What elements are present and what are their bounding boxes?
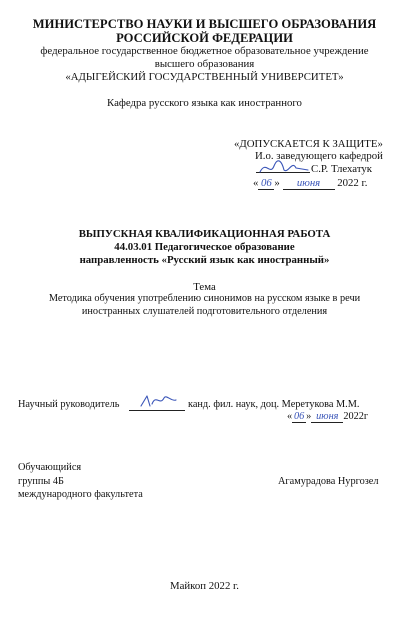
approval-date bbox=[253, 177, 367, 190]
university-name: «АДЫГЕЙСКИЙ ГОСУДАРСТВЕННЫЙ УНИВЕРСИТЕТ» bbox=[65, 71, 344, 83]
approval-day-open: « bbox=[253, 177, 259, 189]
approval-month: июня bbox=[283, 177, 335, 190]
approval-stamp: «ДОПУСКАЕТСЯ К ЗАЩИТЕ» bbox=[234, 138, 383, 150]
approval-name: С.Р. Тлехатук bbox=[311, 163, 373, 175]
topic-line-2: иностранных слушателей подготовительного отделения bbox=[81, 306, 328, 317]
supervisor-credentials: канд. фил. наук, доц. Меретукова М.М. bbox=[188, 399, 360, 410]
department-name: Кафедра русского языка как иностранного bbox=[107, 97, 302, 109]
institution-type-line-1: федеральное государственное бюджетное образовательное учреждение bbox=[40, 45, 369, 57]
institution-type-line-2: высшего образования bbox=[154, 58, 255, 70]
approval-year: 2022 г. bbox=[337, 177, 368, 189]
program-profile: направленность «Русский язык как иностранный» bbox=[79, 254, 330, 266]
supervisor-day-close: » bbox=[306, 411, 312, 422]
ministry-line-2: РОССИЙСКОЙ ФЕДЕРАЦИИ bbox=[116, 31, 293, 45]
student-faculty: международного факультета bbox=[18, 489, 143, 500]
approval-position: И.о. заведующего кафедрой bbox=[255, 150, 383, 162]
student-label: Обучающийся bbox=[18, 462, 82, 473]
student-group: группы 4Б bbox=[18, 476, 64, 487]
supervisor-day-open: « bbox=[287, 411, 293, 422]
supervisor-date bbox=[287, 411, 368, 423]
supervisor-day: 06 bbox=[294, 411, 305, 422]
supervisor-signature bbox=[138, 392, 178, 410]
program-code: 44.03.01 Педагогическое образование bbox=[114, 241, 295, 253]
city-year: Майкоп 2022 г. bbox=[170, 580, 239, 592]
approval-day-close: » bbox=[274, 177, 280, 189]
approval-day: 06 bbox=[258, 177, 274, 190]
topic-label: Тема bbox=[193, 281, 216, 293]
topic-line-1: Методика обучения употреблению синонимов на русском языке в речи bbox=[48, 293, 361, 304]
supervisor-label: Научный руководитель bbox=[18, 399, 120, 410]
ministry-line-1: МИНИСТЕРСТВО НАУКИ И ВЫСШЕГО ОБРАЗОВАНИЯ bbox=[32, 17, 377, 31]
head-signature bbox=[258, 158, 310, 178]
supervisor-month: июня bbox=[311, 411, 343, 423]
supervisor-year: 2022г bbox=[343, 411, 369, 422]
work-type: ВЫПУСКНАЯ КВАЛИФИКАЦИОННАЯ РАБОТА bbox=[78, 228, 331, 240]
supervisor-signature-line bbox=[129, 410, 185, 411]
student-name: Агамурадова Нургозел bbox=[278, 476, 379, 487]
